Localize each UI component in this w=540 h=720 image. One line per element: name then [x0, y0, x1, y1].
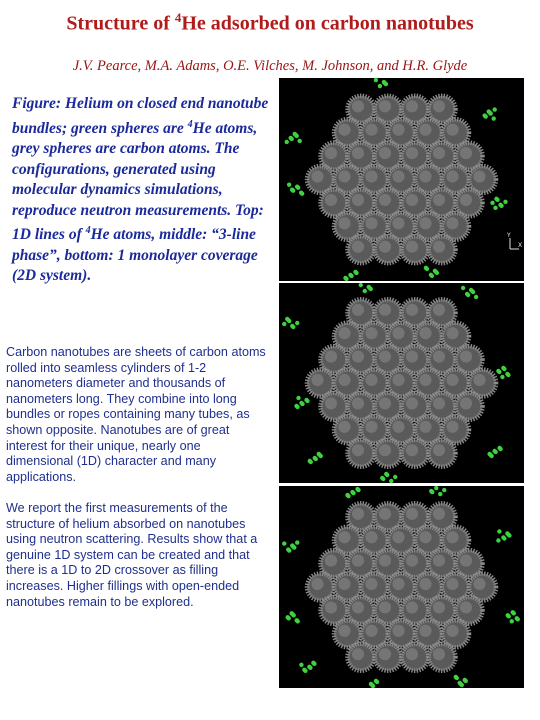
results-paragraph: We report the first measurements of the structure of helium absorbed on nanotubes using neutron scattering. Results show that a genuine 1D system can be created and that there is a 1D to 2D crossover as filling increases. Higher fillings with open-ended nanotubes remain to be explored. [6, 501, 258, 609]
carbon-nanotube-highlight [406, 601, 418, 613]
helium-atom [307, 665, 311, 669]
helium-atom [355, 487, 359, 491]
carbon-nanotube-highlight [379, 508, 391, 520]
carbon-nanotube-highlight [338, 170, 350, 182]
helium-atom [286, 615, 290, 619]
carbon-nanotube-highlight [433, 194, 445, 206]
carbon-nanotube-highlight [365, 531, 377, 543]
carbon-nanotube-highlight [352, 194, 364, 206]
carbon-nanotube-highlight [379, 241, 391, 253]
carbon-nanotube-highlight [352, 397, 364, 409]
helium-atom [295, 321, 299, 325]
carbon-nanotube-highlight [338, 578, 350, 590]
axis-triad-icon [506, 232, 522, 249]
helium-atom [295, 618, 299, 622]
helium-atom [501, 366, 505, 370]
carbon-nanotube-highlight [379, 351, 391, 363]
carbon-nanotube-highlight [433, 508, 445, 520]
carbon-nanotube-highlight [352, 508, 364, 520]
helium-atom [506, 613, 510, 617]
carbon-nanotube-highlight [419, 421, 431, 433]
helium-atom [511, 610, 515, 614]
carbon-nanotube-highlight [365, 124, 377, 136]
carbon-nanotube-highlight [325, 351, 337, 363]
carbon-nanotube-highlight [419, 327, 431, 339]
carbon-nanotube-highlight [446, 531, 458, 543]
helium-atom [465, 292, 469, 296]
poster-title: Structure of $^4$He adsorbed on carbon nanotubes [66, 10, 474, 35]
helium-atom [295, 184, 299, 188]
carbon-nanotube-highlight [446, 421, 458, 433]
carbon-nanotube-highlight [433, 555, 445, 567]
helium-atom [510, 619, 514, 623]
helium-atom [433, 269, 437, 273]
carbon-nanotube-highlight [392, 170, 404, 182]
carbon-nanotube-highlight [338, 124, 350, 136]
helium-atom [494, 197, 498, 201]
carbon-nanotube-highlight [446, 625, 458, 637]
helium-atom [302, 668, 306, 672]
carbon-nanotube-highlight [406, 397, 418, 409]
helium-atom [299, 663, 303, 667]
carbon-nanotube-highlight [406, 304, 418, 316]
carbon-nanotube-highlight [419, 625, 431, 637]
helium-atom [492, 116, 496, 120]
helium-atom [282, 322, 286, 326]
carbon-nanotube-highlight [365, 374, 377, 386]
simulation-panel-1d-lines [279, 78, 524, 281]
carbon-nanotube-highlight [352, 351, 364, 363]
helium-atom [500, 375, 504, 379]
carbon-nanotube-highlight [406, 508, 418, 520]
carbon-nanotube-highlight [419, 531, 431, 543]
carbon-nanotube-highlight [406, 444, 418, 456]
carbon-nanotube-highlight [392, 217, 404, 229]
helium-atom [286, 547, 290, 551]
carbon-nanotube-highlight [379, 555, 391, 567]
carbon-nanotube-highlight [433, 444, 445, 456]
carbon-nanotube-highlight [352, 147, 364, 159]
carbon-nanotube-highlight [365, 421, 377, 433]
carbon-nanotube-highlight [365, 217, 377, 229]
carbon-nanotube-highlight [419, 170, 431, 182]
helium-atom [317, 452, 321, 456]
helium-atom [474, 295, 478, 299]
helium-atom [350, 490, 354, 494]
helium-atom [311, 661, 315, 665]
helium-atom [454, 675, 458, 679]
helium-atom [282, 541, 286, 545]
carbon-nanotube-highlight [406, 100, 418, 112]
helium-atom [505, 531, 509, 535]
helium-atom [487, 452, 491, 456]
carbon-nanotube-highlight [365, 170, 377, 182]
helium-atom [296, 396, 300, 400]
helium-atom [487, 109, 491, 113]
carbon-nanotube-highlight [338, 421, 350, 433]
carbon-nanotube-highlight [379, 304, 391, 316]
helium-atom [294, 404, 298, 408]
nanotube-bundle-render [279, 486, 524, 688]
carbon-nanotube-highlight [338, 374, 350, 386]
carbon-nanotube-highlight [446, 217, 458, 229]
carbon-nanotube-highlight [311, 578, 323, 590]
helium-atom [298, 139, 302, 143]
carbon-nanotube-highlight [352, 100, 364, 112]
helium-atom [287, 182, 291, 186]
carbon-nanotube-highlight [392, 124, 404, 136]
carbon-nanotube-highlight [379, 601, 391, 613]
carbon-nanotube-highlight [338, 531, 350, 543]
helium-atom [290, 543, 294, 547]
carbon-nanotube-highlight [460, 147, 472, 159]
helium-atom [384, 472, 388, 476]
carbon-nanotube-highlight [433, 304, 445, 316]
carbon-nanotube-highlight [379, 397, 391, 409]
carbon-nanotube-highlight [446, 374, 458, 386]
helium-atom [359, 283, 363, 287]
helium-atom [424, 266, 428, 270]
carbon-nanotube-highlight [379, 147, 391, 159]
helium-atom [458, 681, 462, 685]
carbon-nanotube-highlight [419, 578, 431, 590]
simulation-panel-3-line-phase [279, 283, 524, 483]
carbon-nanotube-highlight [379, 194, 391, 206]
helium-atom [367, 285, 371, 289]
helium-atom [393, 475, 397, 479]
carbon-nanotube-highlight [365, 327, 377, 339]
carbon-nanotube-highlight [338, 625, 350, 637]
carbon-nanotube-highlight [311, 374, 323, 386]
helium-atom [496, 538, 500, 542]
carbon-nanotube-highlight [325, 601, 337, 613]
carbon-nanotube-highlight [352, 241, 364, 253]
helium-atom [434, 486, 438, 490]
carbon-nanotube-highlight [379, 648, 391, 660]
helium-atom [497, 529, 501, 533]
carbon-nanotube-highlight [473, 170, 485, 182]
nanotube-bundle-render [279, 283, 524, 483]
carbon-nanotube-highlight [446, 327, 458, 339]
carbon-nanotube-highlight [352, 444, 364, 456]
helium-atom [493, 107, 497, 111]
helium-atom [293, 132, 297, 136]
carbon-nanotube-highlight [460, 351, 472, 363]
carbon-nanotube-highlight [406, 241, 418, 253]
helium-atom [515, 616, 519, 620]
carbon-nanotube-highlight [392, 531, 404, 543]
helium-atom [469, 288, 473, 292]
carbon-nanotube-highlight [460, 601, 472, 613]
carbon-nanotube-highlight [419, 124, 431, 136]
helium-atom [492, 449, 496, 453]
helium-atom [313, 456, 317, 460]
carbon-nanotube-highlight [406, 555, 418, 567]
helium-atom [343, 276, 347, 280]
axis-x-label: X [518, 242, 523, 249]
helium-atom [380, 476, 384, 480]
author-list: J.V. Pearce, M.A. Adams, O.E. Vilches, M. Johnson, and H.R. Glyde [72, 58, 468, 74]
nanotube-bundle-render [279, 78, 524, 281]
carbon-nanotube-highlight [473, 578, 485, 590]
carbon-nanotube-highlight [406, 147, 418, 159]
carbon-nanotube-highlight [406, 648, 418, 660]
helium-atom [363, 289, 367, 293]
carbon-nanotube-highlight [392, 421, 404, 433]
helium-atom [438, 492, 442, 496]
carbon-nanotube-highlight [419, 374, 431, 386]
axis-y-label: Y [507, 232, 511, 239]
helium-atom [353, 270, 357, 274]
carbon-nanotube-highlight [365, 578, 377, 590]
helium-atom [429, 489, 433, 493]
helium-atom [503, 200, 507, 204]
carbon-nanotube-highlight [338, 217, 350, 229]
carbon-nanotube-highlight [433, 351, 445, 363]
carbon-nanotube-highlight [460, 397, 472, 409]
carbon-nanotube-highlight [433, 397, 445, 409]
carbon-nanotube-highlight [352, 555, 364, 567]
helium-atom [378, 84, 382, 88]
helium-atom [285, 317, 289, 321]
helium-atom [483, 113, 487, 117]
carbon-nanotube-highlight [392, 578, 404, 590]
helium-atom [429, 273, 433, 277]
carbon-nanotube-highlight [406, 194, 418, 206]
carbon-nanotube-highlight [406, 351, 418, 363]
helium-atom [490, 201, 494, 205]
carbon-nanotube-highlight [460, 194, 472, 206]
carbon-nanotube-highlight [365, 625, 377, 637]
helium-atom [290, 611, 294, 615]
carbon-nanotube-highlight [446, 170, 458, 182]
carbon-nanotube-highlight [460, 555, 472, 567]
carbon-nanotube-highlight [419, 217, 431, 229]
carbon-nanotube-highlight [392, 625, 404, 637]
carbon-nanotube-highlight [325, 194, 337, 206]
intro-paragraph: Carbon nanotubes are sheets of carbon atoms rolled into seamless cylinders of 1-2 nanometers diameter and thousands of nanometers long. They combine into long bundles or ropes containing many tubes, as shown opposite. Nanotubes are of great interest for their unique, nearly one dimensional (1D) character and many applications. [6, 345, 266, 484]
carbon-nanotube-highlight [325, 555, 337, 567]
carbon-nanotube-highlight [433, 601, 445, 613]
carbon-nanotube-highlight [433, 147, 445, 159]
carbon-nanotube-highlight [392, 374, 404, 386]
carbon-nanotube-highlight [325, 147, 337, 159]
helium-atom [463, 678, 467, 682]
helium-atom [498, 203, 502, 207]
helium-atom [299, 401, 303, 405]
helium-atom [290, 324, 294, 328]
simulation-panel-monolayer [279, 486, 524, 688]
helium-atom [496, 369, 500, 373]
helium-atom [285, 140, 289, 144]
helium-atom [461, 286, 465, 290]
helium-atom [290, 187, 294, 191]
carbon-nanotube-highlight [352, 304, 364, 316]
carbon-nanotube-highlight [446, 578, 458, 590]
helium-atom [304, 398, 308, 402]
helium-atom [374, 679, 378, 683]
helium-atom [374, 78, 378, 82]
helium-atom [369, 682, 373, 686]
carbon-nanotube-highlight [433, 648, 445, 660]
carbon-nanotube-highlight [352, 648, 364, 660]
helium-atom [389, 479, 393, 483]
helium-atom [382, 80, 386, 84]
carbon-nanotube-highlight [352, 601, 364, 613]
carbon-nanotube-highlight [379, 444, 391, 456]
carbon-nanotube-highlight [433, 241, 445, 253]
helium-atom [348, 273, 352, 277]
carbon-nanotube-highlight [433, 100, 445, 112]
helium-atom [505, 372, 509, 376]
carbon-nanotube-highlight [379, 100, 391, 112]
helium-atom [345, 493, 349, 497]
helium-atom [493, 206, 497, 210]
carbon-nanotube-highlight [311, 170, 323, 182]
carbon-nanotube-highlight [446, 124, 458, 136]
carbon-nanotube-highlight [473, 374, 485, 386]
carbon-nanotube-highlight [325, 397, 337, 409]
helium-atom [295, 540, 299, 544]
helium-atom [308, 459, 312, 463]
figure-caption: Figure: Helium on closed end nanotube bundles; green spheres are $^4$He atoms, grey spheres are carbon atoms. The configurations, generated using molecular dynamics simulations, reproduce neutron measurements. Top: 1D lines of $^4$He atoms, middle: “3-line phase”, bottom: 1 monolayer coverage (2D system). [12, 95, 269, 285]
helium-atom [289, 136, 293, 140]
helium-atom [299, 190, 303, 194]
helium-atom [497, 446, 501, 450]
helium-atom [442, 488, 446, 492]
carbon-nanotube-highlight [338, 327, 350, 339]
helium-atom [501, 535, 505, 539]
carbon-nanotube-highlight [392, 327, 404, 339]
